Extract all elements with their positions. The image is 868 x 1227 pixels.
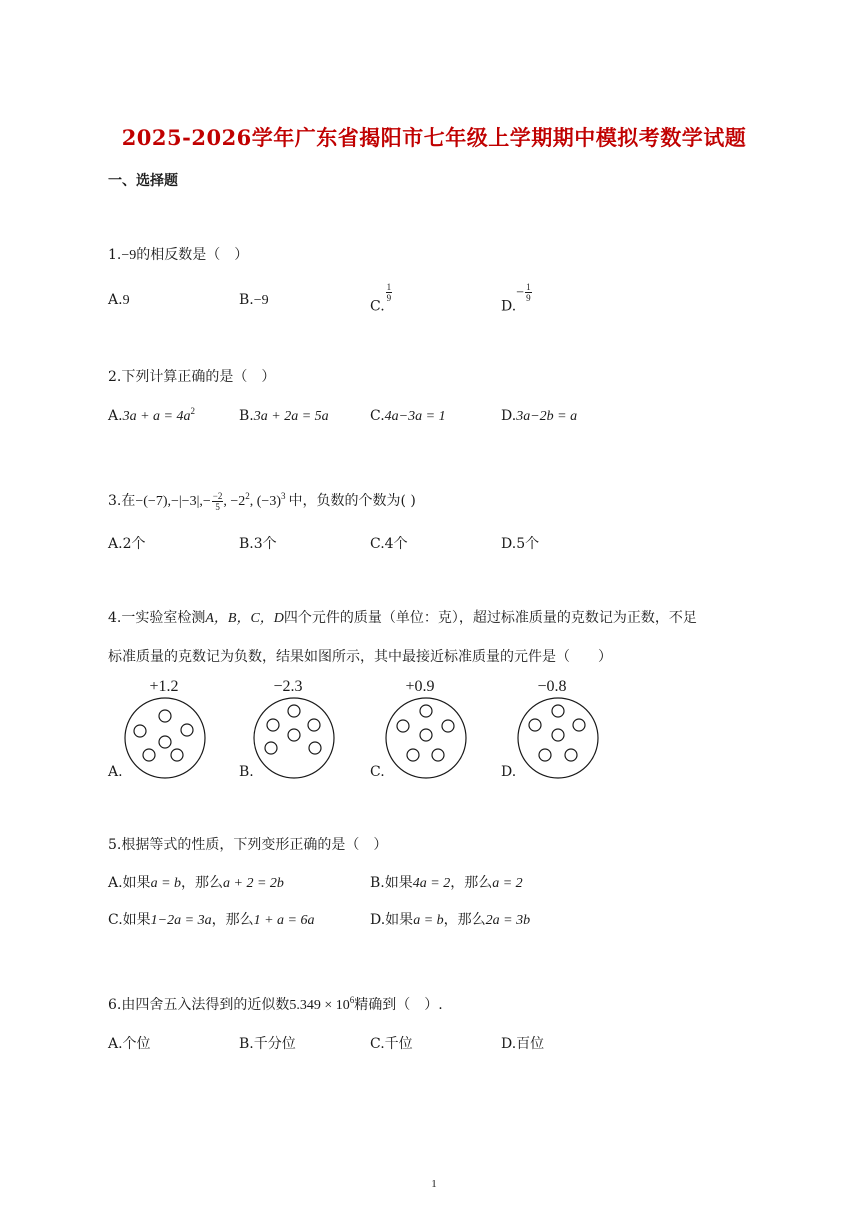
figure-d-label: D. (501, 764, 517, 780)
exponent: 6 (349, 995, 355, 1005)
option-label: A. (108, 408, 123, 424)
exponent: 2 (190, 406, 195, 416)
question-text: 中，负数的个数为( ) (288, 493, 416, 509)
option-label: C.如果 (108, 912, 151, 928)
math-expression: , (−3) (249, 494, 281, 509)
option-label: C. (370, 408, 385, 424)
math-expression: 3a + 2a = 5a (253, 409, 329, 424)
q1-option-c (370, 282, 392, 315)
fraction-numerator: 1 (386, 282, 392, 292)
question-4-line-2: 标准质量的克数记为负数，结果如图所示，其中最接近标准质量的元件是（ ） (108, 649, 612, 665)
page-number: 1 (431, 1178, 437, 1190)
option-text: ，那么 (443, 912, 486, 928)
q3-option-d (501, 533, 539, 553)
option-label: C. (370, 536, 385, 552)
option-label: D. (501, 298, 517, 315)
option-label: A. (108, 292, 123, 308)
math-expression: 5.349 × 10 (289, 998, 350, 1013)
question-2-stem: 2.下列计算正确的是（ ） (108, 369, 276, 385)
figure-b-label: B. (239, 764, 254, 780)
math-expression: −(−7),−|−3|,− (135, 494, 211, 509)
figure-d-value: −0.8 (537, 678, 567, 695)
math-expression: a = 2 (492, 876, 523, 891)
exponent: 3 (281, 491, 286, 501)
option-label: D. (501, 536, 517, 552)
option-value: 5个 (516, 536, 540, 552)
q1-option-b (239, 292, 269, 309)
option-label: A.如果 (108, 875, 151, 891)
section-heading: 一、选择题 (108, 173, 178, 189)
q6-option-a: A.个位 (108, 1036, 151, 1052)
math-expression: 2a = 3b (485, 913, 531, 928)
q2-option-d (501, 408, 577, 425)
option-label: C. (370, 298, 385, 315)
fraction (386, 282, 393, 303)
question-text: 四个元件的质量（单位：克），超过标准质量的克数记为正数，不足 (283, 610, 697, 626)
q6-option-b: B.千分位 (239, 1036, 296, 1052)
q5-option-d (370, 909, 530, 929)
math-expression: 1 + a = 6a (253, 913, 315, 928)
option-label: B. (239, 536, 254, 552)
question-3-stem (108, 490, 416, 512)
q1-option-d (501, 282, 532, 315)
question-6-stem (108, 994, 443, 1014)
option-value: 4个 (384, 536, 408, 552)
figure-a-value: +1.2 (149, 678, 179, 695)
option-text: ，那么 (181, 875, 224, 891)
math-expression: 4a = 2 (412, 876, 451, 891)
math-expression: a = b (413, 913, 444, 928)
question-text: 精确到（ ）. (354, 997, 443, 1013)
fraction-numerator: −2 (212, 490, 223, 501)
question-text: 6.由四舍五入法得到的近似数 (108, 997, 290, 1013)
option-value: 9 (122, 293, 130, 308)
math-expression: , −2 (223, 494, 246, 509)
math-variables: A，B，C，D (205, 611, 284, 626)
figure-d-component (515, 695, 601, 781)
option-label: D.如果 (370, 912, 414, 928)
option-label: B. (239, 292, 254, 308)
q1-option-a (108, 292, 130, 309)
q3-option-b (239, 533, 277, 553)
q6-option-d: D.百位 (501, 1036, 545, 1052)
figure-c-value: +0.9 (405, 678, 435, 695)
math-expression: 3a + a = 4a (122, 409, 191, 424)
option-value: 2个 (122, 536, 146, 552)
question-number: 3.在 (108, 493, 136, 509)
fraction (525, 282, 532, 303)
figure-c-label: C. (370, 764, 385, 780)
q2-option-c (370, 408, 446, 425)
figure-c-component (383, 695, 469, 781)
question-text: 4.一实验室检测 (108, 610, 206, 626)
q6-option-c: C.千位 (370, 1036, 413, 1052)
math-expression: −9 (121, 248, 137, 263)
figure-a-component (122, 695, 208, 781)
exponent: 2 (245, 491, 250, 501)
fraction-denominator: 5 (215, 501, 220, 512)
option-label: D. (501, 408, 517, 424)
q3-option-c (370, 533, 408, 553)
q5-option-a (108, 872, 284, 892)
question-number: 1. (108, 247, 122, 263)
math-expression: 1−2a = 3a (150, 913, 212, 928)
question-text: 的相反数是（ ） (136, 247, 249, 263)
question-5-stem: 5.根据等式的性质，下列变形正确的是（ ） (108, 837, 388, 853)
option-label: A. (108, 536, 123, 552)
q2-option-b (239, 408, 329, 425)
option-value: 3个 (253, 536, 277, 552)
math-expression: 3a−2b = a (516, 409, 578, 424)
document-title: 2025-2026学年广东省揭阳市七年级上学期期中模拟考数学试题 (121, 125, 747, 150)
math-expression: 4a−3a = 1 (384, 409, 446, 424)
q3-option-a (108, 533, 145, 553)
fraction-numerator: 1 (526, 282, 531, 292)
option-value: −9 (253, 293, 269, 308)
fraction (212, 491, 224, 512)
q2-option-a (108, 408, 195, 425)
fraction-denominator: 9 (386, 293, 392, 303)
figure-b-component (251, 695, 337, 781)
option-text: ，那么 (450, 875, 493, 891)
option-label: B.如果 (370, 875, 413, 891)
question-4-line-1 (108, 607, 697, 627)
option-text: ，那么 (211, 912, 254, 928)
q5-option-c (108, 909, 314, 929)
figure-b-value: −2.3 (273, 678, 303, 695)
q5-option-b (370, 872, 523, 892)
math-expression: a = b (150, 876, 182, 891)
figure-a-label: A. (108, 764, 123, 780)
minus-sign: − (516, 285, 525, 301)
question-1-stem (108, 244, 248, 264)
option-label: B. (239, 408, 254, 424)
math-expression: a + 2 = 2b (223, 876, 284, 891)
fraction-denominator: 9 (526, 293, 531, 303)
